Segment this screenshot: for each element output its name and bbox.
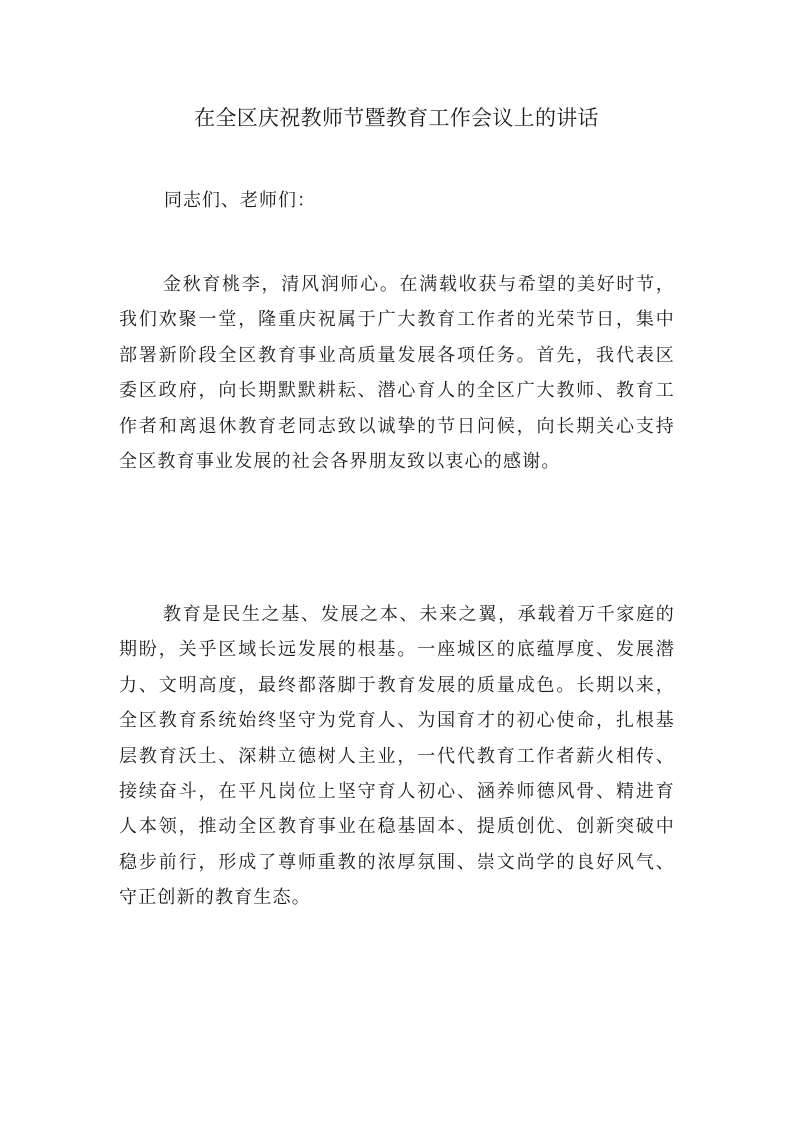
paragraph-1: 金秋育桃李，清风润师心。在满载收获与希望的美好时节，我们欢聚一堂，隆重庆祝属于广大教育工作者的光荣节日，集中部署新阶段全区教育事业高质量发展各项任务。首先，我代表区委区政府，向长期默默耕耘、潜心育人的全区广大教师、教育工作者和离退休教育老同志致以诚挚的节日问候，向长期关心支持全区教育事业发展的社会各界朋友致以衷心的感谢。 [119,274,675,473]
paragraph-2: 教育是民生之基、发展之本、未来之翼，承载着万千家庭的期盼，关乎区域长远发展的根基。一座城区的底蕴厚度、发展潜力、文明高度，最终都落脚于教育发展的质量成色。长期以来，全区教育系统始终坚守为党育人、为国育才的初心使命，扎根基层教育沃土、深耕立德树人主业，一代代教育工作者薪火相传、接续奋斗，在平凡岗位上坚守育人初心、涵养师德风骨、精进育人本领，推动全区教育事业在稳基固本、提质创优、创新突破中稳步前行，形成了尊师重教的浓厚氛围、崇文尚学的良好风气、守正创新的教育生态。 [119,604,675,909]
salutation: 同志们、老师们： [164,190,316,211]
page-title: 在全区庆祝教师节暨教育工作会议上的讲话 [194,106,599,130]
